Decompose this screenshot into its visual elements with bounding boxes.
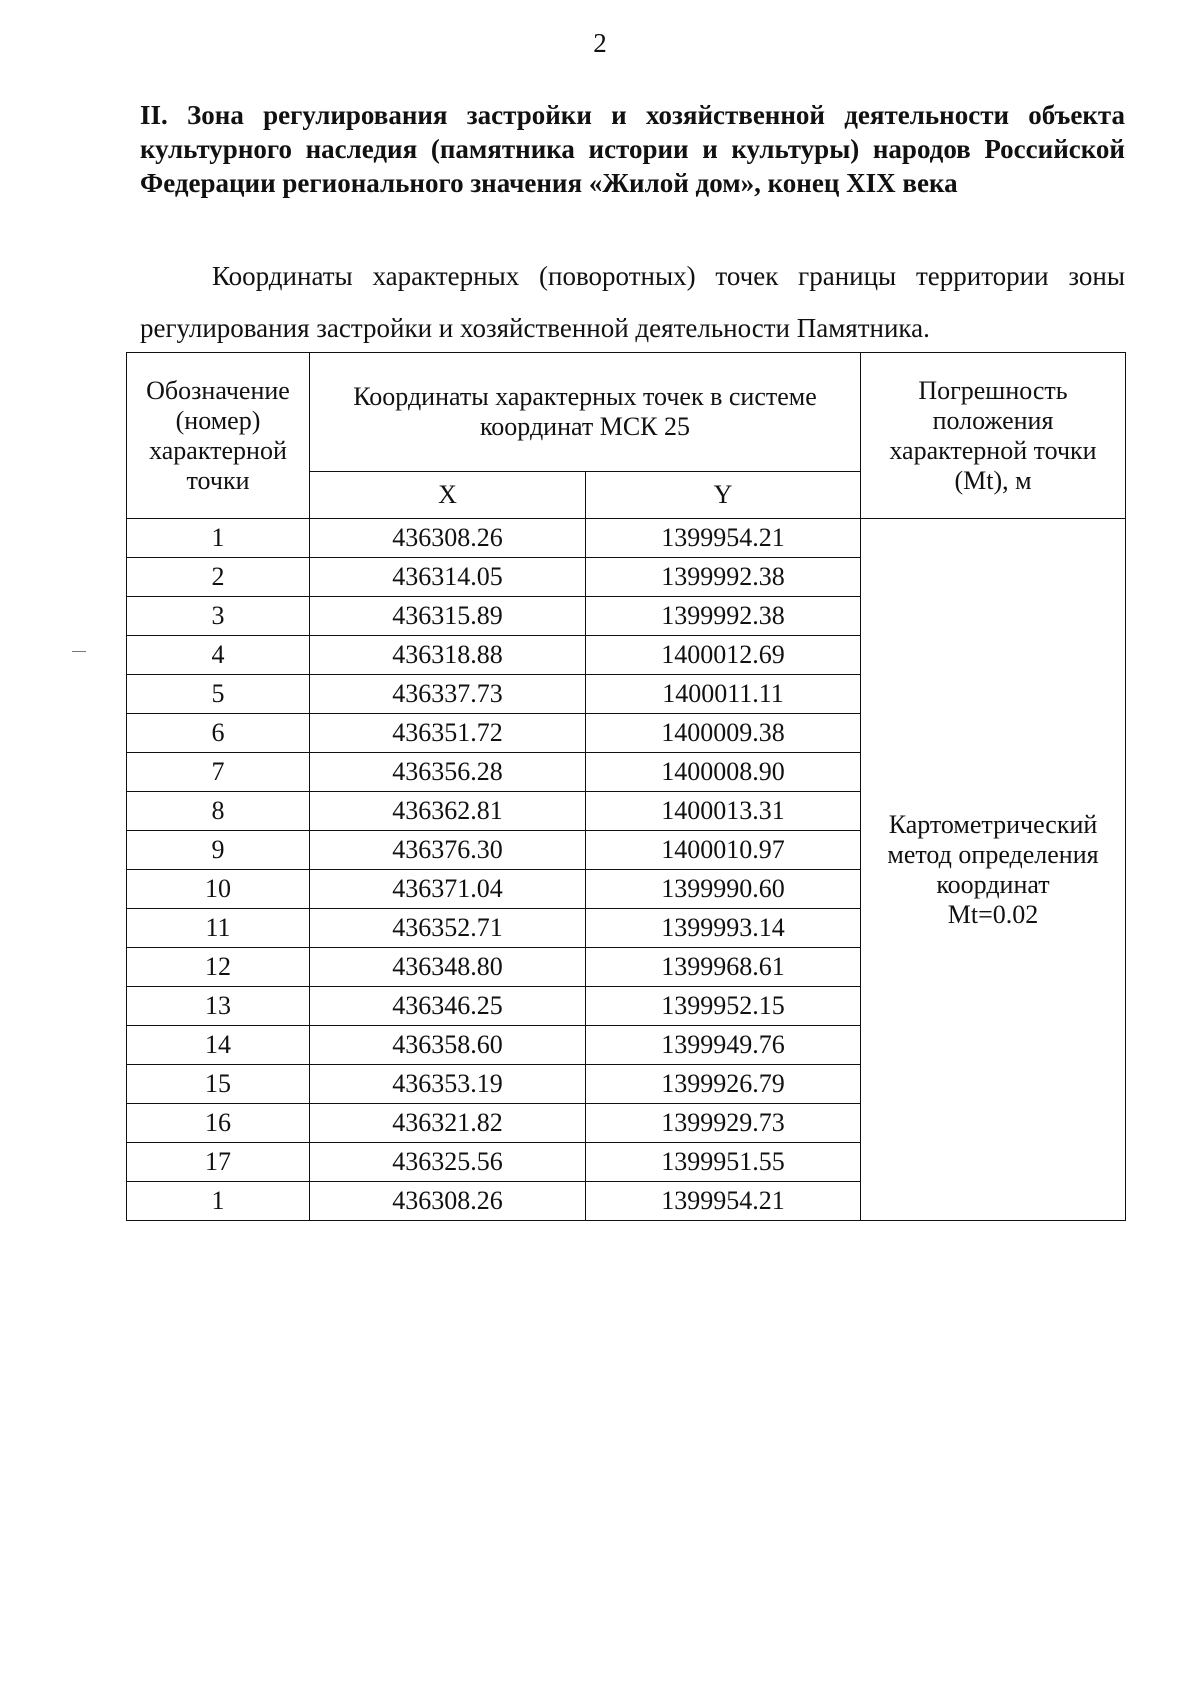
header-coordinates: Координаты характерных точек в системе координат МСК 25 bbox=[310, 353, 861, 472]
y-coordinate: 1400009.38 bbox=[586, 714, 861, 753]
x-coordinate: 436348.80 bbox=[310, 948, 586, 987]
y-coordinate: 1399968.61 bbox=[586, 948, 861, 987]
margin-mark bbox=[72, 651, 86, 652]
x-coordinate: 436358.60 bbox=[310, 1026, 586, 1065]
point-number: 17 bbox=[127, 1143, 310, 1182]
y-coordinate: 1399954.21 bbox=[586, 1182, 861, 1221]
section-heading: II. Зона регулирования застройки и хозяйственной деятельности объекта культурного наследия (памятника истории и культуры) народов Российской Федерации регионального значения «Жилой дом», конец XIX века bbox=[140, 100, 1125, 198]
error-method-line-3: координат bbox=[936, 869, 1050, 899]
y-coordinate: 1399949.76 bbox=[586, 1026, 861, 1065]
point-number: 5 bbox=[127, 675, 310, 714]
table-row bbox=[127, 519, 1126, 558]
x-coordinate: 436362.81 bbox=[310, 792, 586, 831]
y-coordinate: 1399990.60 bbox=[586, 870, 861, 909]
point-number: 3 bbox=[127, 597, 310, 636]
point-number: 1 bbox=[127, 1182, 310, 1221]
point-number: 2 bbox=[127, 558, 310, 597]
error-method-line-1: Картометрический bbox=[888, 809, 1098, 839]
point-number: 14 bbox=[127, 1026, 310, 1065]
x-coordinate: 436346.25 bbox=[310, 987, 586, 1026]
x-coordinate: 436371.04 bbox=[310, 870, 586, 909]
x-coordinate: 436308.26 bbox=[310, 519, 586, 558]
intro-paragraph: Координаты характерных (поворотных) точек границы территории зоны регулирования застройки и хозяйственной деятельности Памятника. bbox=[140, 261, 1125, 343]
header-x: X bbox=[310, 472, 586, 519]
x-coordinate: 436314.05 bbox=[310, 558, 586, 597]
x-coordinate: 436352.71 bbox=[310, 909, 586, 948]
point-number: 7 bbox=[127, 753, 310, 792]
header-y: Y bbox=[586, 472, 861, 519]
x-coordinate: 436308.26 bbox=[310, 1182, 586, 1221]
point-number: 1 bbox=[127, 519, 310, 558]
y-coordinate: 1399993.14 bbox=[586, 909, 861, 948]
y-coordinate: 1400008.90 bbox=[586, 753, 861, 792]
point-number: 10 bbox=[127, 870, 310, 909]
point-number: 12 bbox=[127, 948, 310, 987]
header-point: Обозначение (номер) характерной точки bbox=[127, 353, 310, 519]
point-number: 11 bbox=[127, 909, 310, 948]
header-error: Погрешность положения характерной точки (Mt), м bbox=[861, 353, 1126, 519]
point-number: 8 bbox=[127, 792, 310, 831]
x-coordinate: 436325.56 bbox=[310, 1143, 586, 1182]
y-coordinate: 1399992.38 bbox=[586, 597, 861, 636]
x-coordinate: 436321.82 bbox=[310, 1104, 586, 1143]
error-method-line-2: метод определения bbox=[887, 839, 1099, 869]
y-coordinate: 1400012.69 bbox=[586, 636, 861, 675]
x-coordinate: 436318.88 bbox=[310, 636, 586, 675]
point-number: 9 bbox=[127, 831, 310, 870]
x-coordinate: 436356.28 bbox=[310, 753, 586, 792]
y-coordinate: 1399929.73 bbox=[586, 1104, 861, 1143]
y-coordinate: 1400013.31 bbox=[586, 792, 861, 831]
point-number: 4 bbox=[127, 636, 310, 675]
point-number: 6 bbox=[127, 714, 310, 753]
y-coordinate: 1399926.79 bbox=[586, 1065, 861, 1104]
x-coordinate: 436376.30 bbox=[310, 831, 586, 870]
point-number: 13 bbox=[127, 987, 310, 1026]
point-number: 16 bbox=[127, 1104, 310, 1143]
x-coordinate: 436337.73 bbox=[310, 675, 586, 714]
point-number: 15 bbox=[127, 1065, 310, 1104]
y-coordinate: 1399954.21 bbox=[586, 519, 861, 558]
x-coordinate: 436351.72 bbox=[310, 714, 586, 753]
coordinates-table bbox=[126, 352, 1126, 1221]
x-coordinate: 436315.89 bbox=[310, 597, 586, 636]
y-coordinate: 1399951.55 bbox=[586, 1143, 861, 1182]
y-coordinate: 1400011.11 bbox=[586, 675, 861, 714]
y-coordinate: 1399992.38 bbox=[586, 558, 861, 597]
error-value: Mt=0.02 bbox=[947, 899, 1039, 929]
error-note bbox=[861, 519, 1126, 1221]
y-coordinate: 1399952.15 bbox=[586, 987, 861, 1026]
x-coordinate: 436353.19 bbox=[310, 1065, 586, 1104]
y-coordinate: 1400010.97 bbox=[586, 831, 861, 870]
page-number: 2 bbox=[593, 28, 607, 58]
